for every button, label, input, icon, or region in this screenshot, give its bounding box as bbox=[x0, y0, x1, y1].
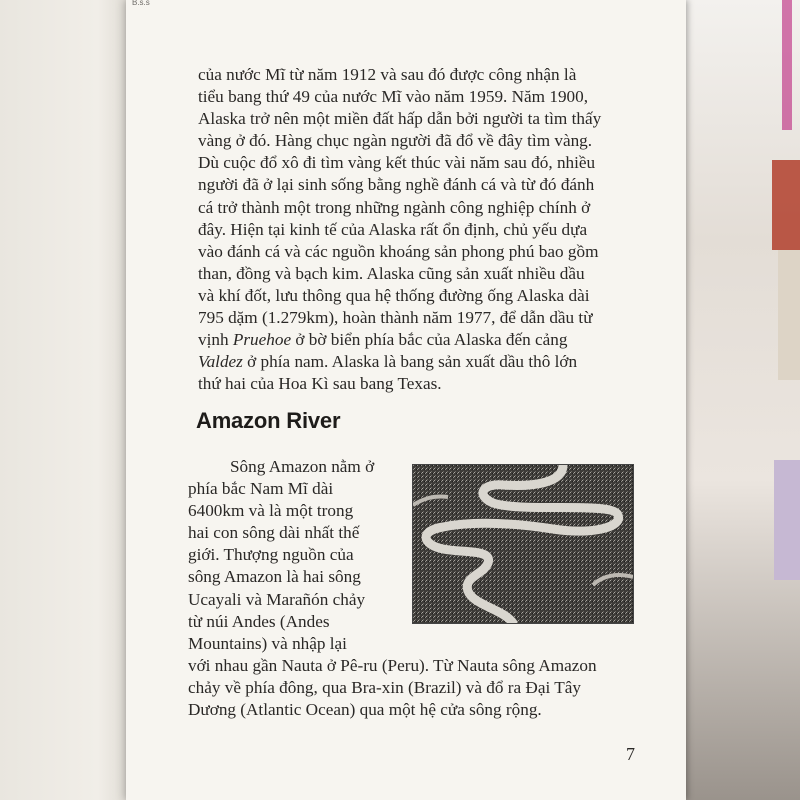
text-line: cá trở thành một trong những ngành công nghiệp chính ở bbox=[198, 197, 591, 217]
text-line: Alaska trở nên một miền đất hấp dẫn bởi người ta tìm thấy bbox=[198, 109, 602, 129]
background-right bbox=[670, 0, 800, 800]
text-line: vàng ở đó. Hàng chục ngàn người đã đổ về đây tìm vàng. bbox=[198, 131, 593, 151]
text-line: tiểu bang thứ 49 của nước Mĩ vào năm 1959. Năm 1900, bbox=[198, 87, 589, 107]
text-line: sông Amazon là hai sông bbox=[188, 567, 361, 587]
background-book-spine bbox=[774, 460, 800, 580]
text-line: Sông Amazon nằm ở bbox=[230, 457, 375, 476]
corner-marking: B.s.s bbox=[132, 0, 150, 7]
text-line: thứ hai của Hoa Kì sau bang Texas. bbox=[198, 374, 442, 394]
text-line: 795 dặm (1.279km), hoàn thành năm 1977, để dẫn dầu từ bbox=[198, 308, 593, 328]
background-book-spine bbox=[772, 160, 800, 250]
text-line: Dù cuộc đổ xô đi tìm vàng kết thúc vài năm sau đó, nhiều bbox=[198, 153, 596, 173]
text-line: với nhau gần Nauta ở Pê-ru (Peru). Từ Nauta sông Amazon bbox=[188, 655, 597, 675]
background-book-spine bbox=[778, 250, 800, 380]
text-line: Dương (Atlantic Ocean) qua một hệ cửa sông rộng. bbox=[188, 700, 542, 720]
text-line: đây. Hiện tại kinh tế của Alaska rất ổn định, chủ yếu dựa bbox=[198, 219, 588, 239]
text-line: Valdez ở phía nam. Alaska là bang sản xuất dầu thô lớn bbox=[198, 352, 578, 372]
text-line: từ núi Andes (Andes bbox=[188, 611, 330, 631]
text-line: Mountains) và nhập lại bbox=[188, 633, 347, 653]
background-left bbox=[0, 0, 140, 800]
text-line: than, đồng và bạch kim. Alaska cũng sản xuất nhiều dầu bbox=[198, 263, 585, 283]
text-line: vịnh Pruehoe ở bờ biển phía bắc của Alaska đến cảng bbox=[198, 330, 568, 350]
book-page bbox=[126, 0, 686, 800]
text-line: người đã ở lại sinh sống bằng nghề đánh cá và từ đó đánh bbox=[198, 175, 595, 195]
alaska-paragraph bbox=[198, 64, 634, 395]
section-heading: Amazon River bbox=[196, 408, 341, 433]
text-line: giới. Thượng nguồn của bbox=[188, 545, 354, 565]
text-line: hai con sông dài nhất thế bbox=[188, 523, 360, 543]
text-line: Ucayali và Marañón chảy bbox=[188, 589, 366, 609]
text-line: của nước Mĩ từ năm 1912 và sau đó được công nhận là bbox=[198, 65, 577, 84]
amazon-paragraph bbox=[188, 456, 640, 721]
text-line: chảy về phía đông, qua Bra-xin (Brazil) và đổ ra Đại Tây bbox=[188, 677, 581, 697]
text-line: vào đánh cá và các nguồn khoáng sản phong phú bao gồm bbox=[198, 241, 599, 261]
text-line: và khí đốt, lưu thông qua hệ thống đường ống Alaska dài bbox=[198, 285, 590, 305]
text-line: 6400km và là một trong bbox=[188, 501, 354, 521]
text-line: phía bắc Nam Mĩ dài bbox=[188, 479, 334, 499]
background-book-spine bbox=[782, 0, 792, 130]
page-number: 7 bbox=[626, 744, 635, 764]
